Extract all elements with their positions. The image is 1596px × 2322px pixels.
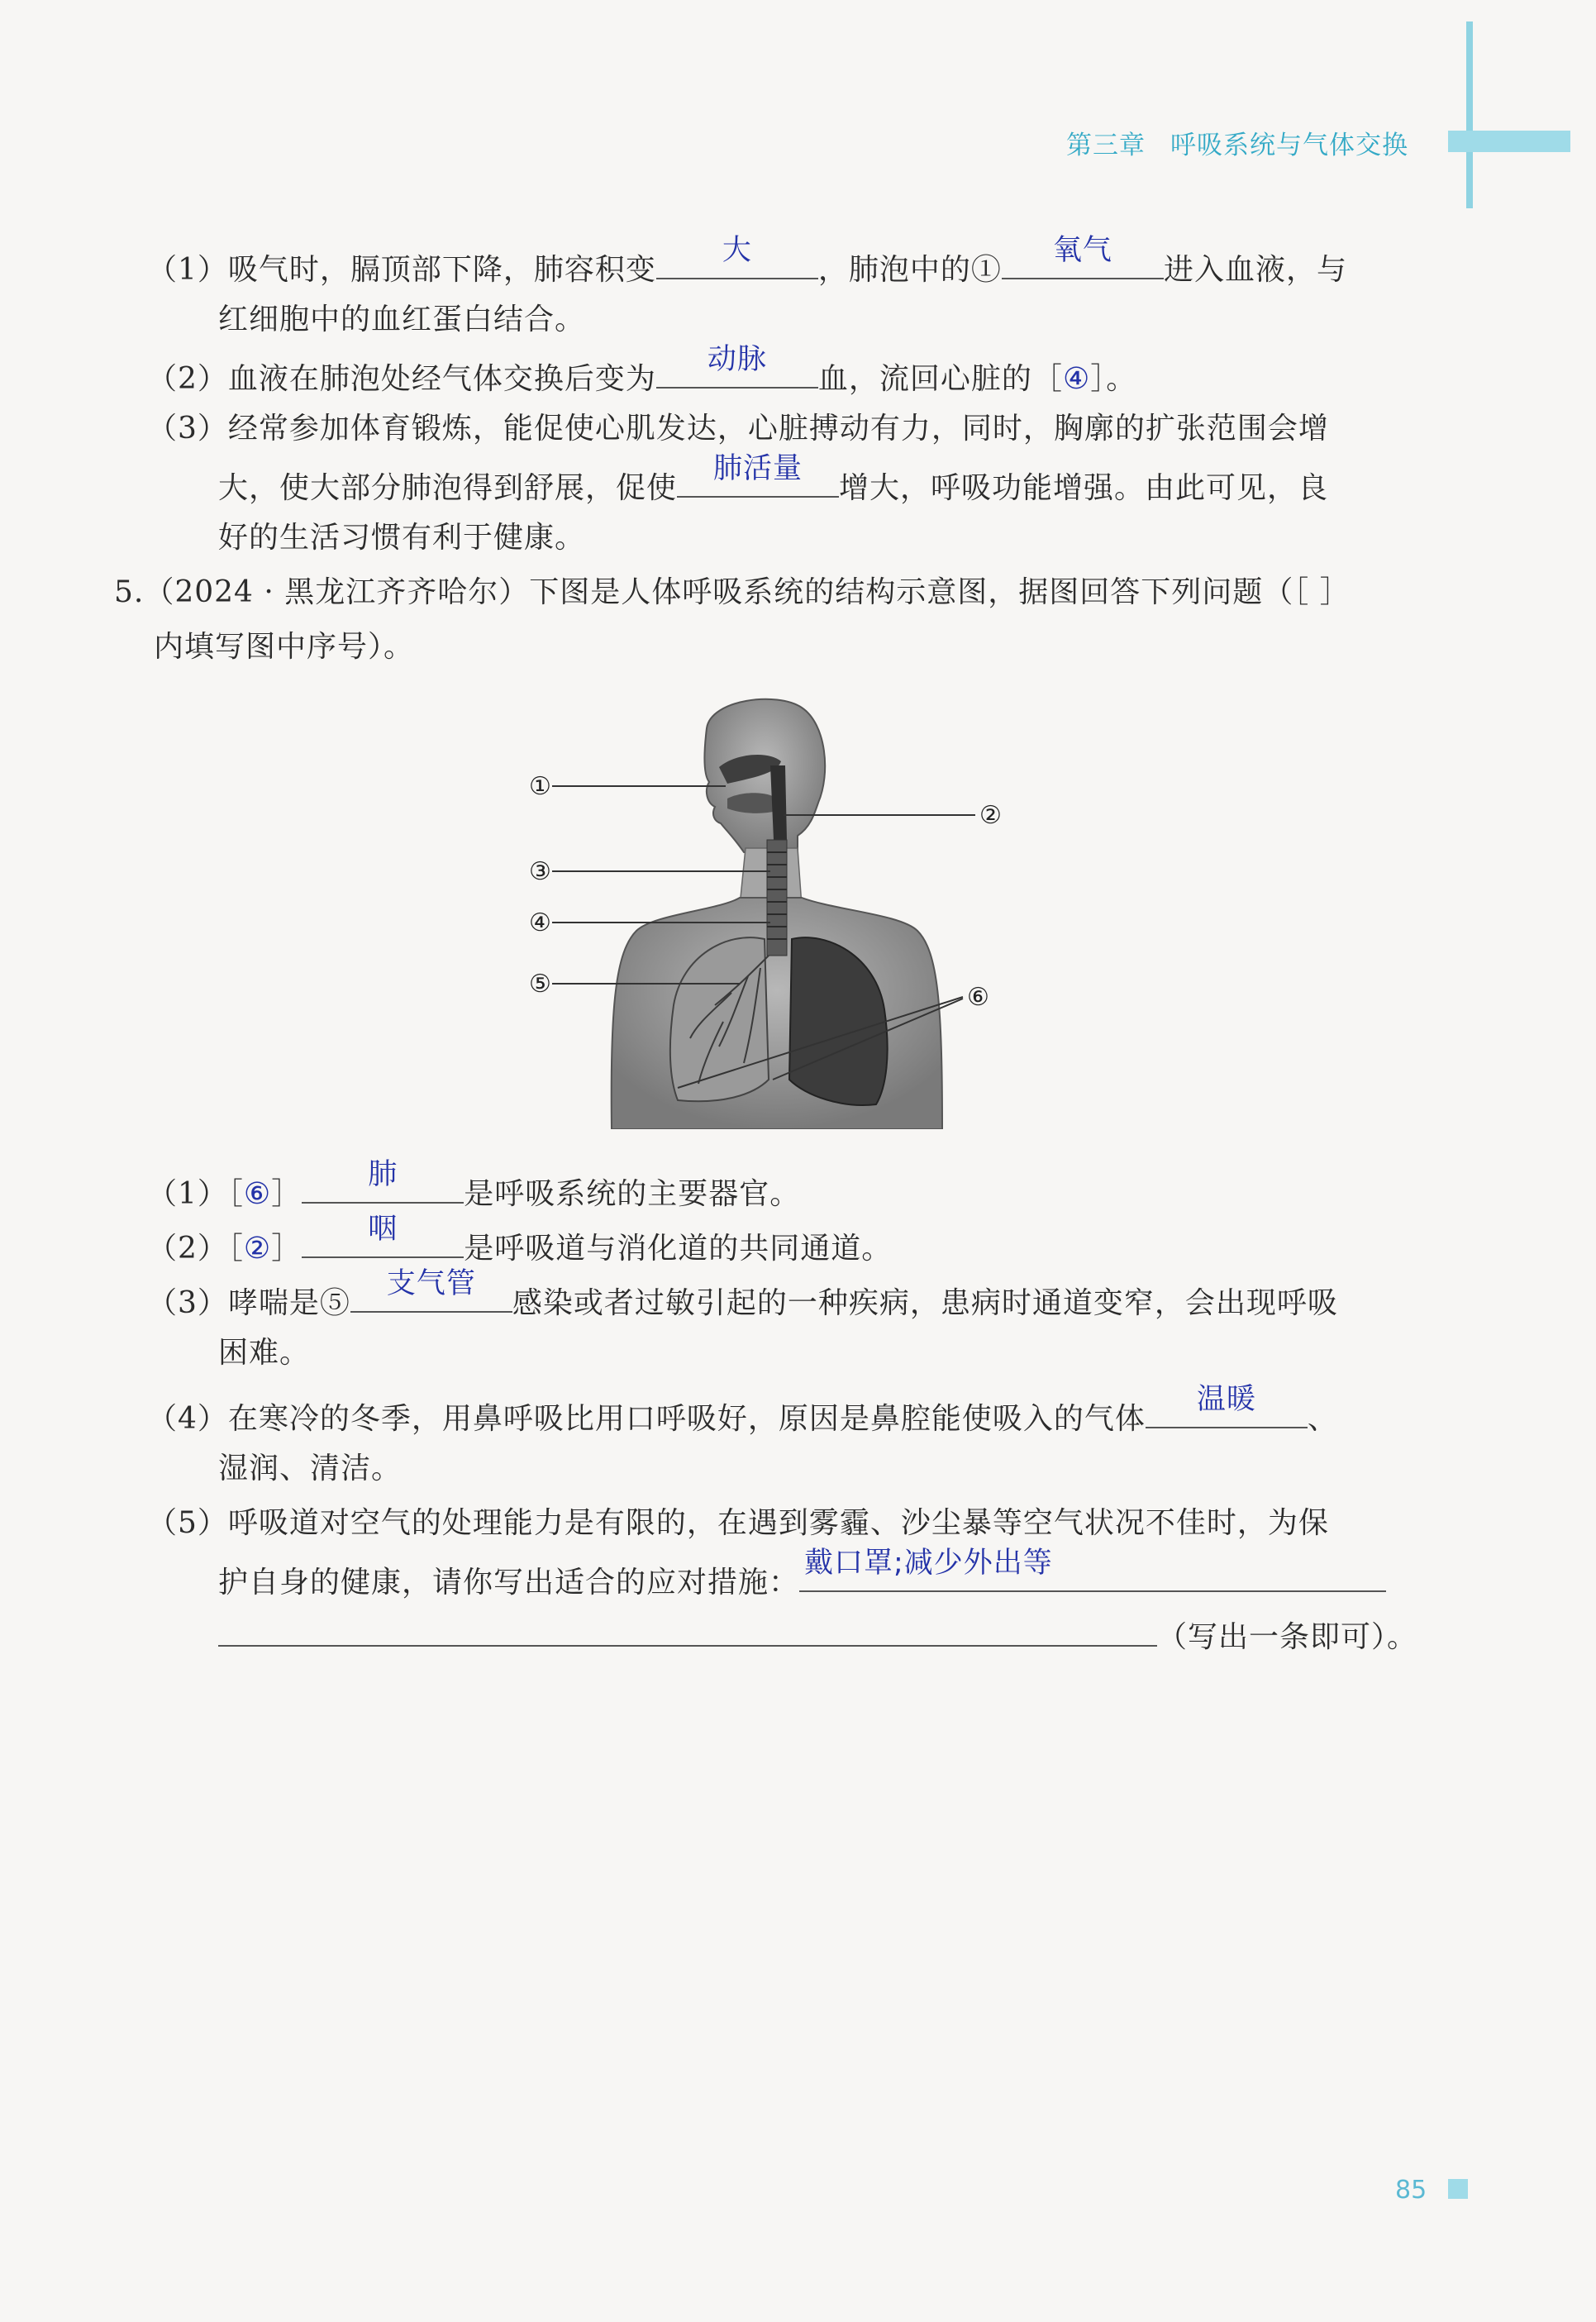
q5-part1-bracket-answer[interactable]: ⑥ <box>243 1177 272 1211</box>
header-accent-bar <box>1448 131 1570 152</box>
q5-part3-line2: 困难。 <box>218 1336 311 1370</box>
q4-part2-bracket-answer[interactable]: ④ <box>1062 362 1091 396</box>
q4-part3-line2: 大，使大部分肺泡得到舒展，促使 肺活量 增大，呼吸功能增强。由此可见，良 <box>218 463 1328 509</box>
q5-part2: （2）［②］ 咽 是呼吸道与消化道的共同通道。 <box>147 1223 892 1270</box>
page-number-accent <box>1448 2179 1468 2199</box>
q4-part1-blank1[interactable] <box>656 234 818 279</box>
q5-part5-line3: （写出一条即可）。 <box>218 1612 1417 1658</box>
diagram-label-4: ④ <box>529 908 551 937</box>
diagram-label-3: ③ <box>529 857 551 886</box>
diagram-label-2: ② <box>979 801 1002 830</box>
diagram-label-6: ⑥ <box>967 983 989 1012</box>
q4-part2: （2）血液在肺泡处经气体交换后变为 动脉 血，流回心脏的［④］。 <box>147 354 1136 400</box>
answer-text: 咽 <box>368 1213 398 1246</box>
header-rule <box>1466 21 1473 208</box>
answer-text: 肺 <box>368 1158 398 1191</box>
chapter-header <box>1066 124 1408 161</box>
q5-part5-blank[interactable] <box>799 1547 1386 1592</box>
q4-part3-line3: 好的生活习惯有利于健康。 <box>218 521 586 555</box>
q5-part2-blank[interactable] <box>302 1213 464 1258</box>
q5-part2-bracket-answer[interactable]: ② <box>243 1232 272 1266</box>
diagram-label-1: ① <box>529 772 551 801</box>
q5-part5-line1: （5）呼吸道对空气的处理能力是有限的，在遇到雾霾、沙尘暴等空气状况不佳时，为保 <box>147 1506 1329 1540</box>
chapter-number: 第三章 <box>1066 131 1146 160</box>
answer-text: 支气管 <box>386 1267 476 1300</box>
q5-part4-line1: （4）在寒冷的冬季，用鼻呼吸比用口呼吸好，原因是鼻腔能使吸入的气体 温暖 、 <box>147 1394 1338 1440</box>
page-number: 85 <box>1395 2176 1427 2205</box>
q5-part3-blank[interactable] <box>350 1267 512 1313</box>
q4-part1-blank2[interactable] <box>1002 234 1164 279</box>
q5-stem-line2: 内填写图中序号）。 <box>154 630 415 664</box>
diagram-label-5: ⑤ <box>529 970 551 999</box>
answer-text: 大 <box>722 234 752 267</box>
q4-part3-line1: （3）经常参加体育锻炼，能促使心肌发达，心脏搏动有力，同时，胸廓的扩张范围会增 <box>147 412 1329 446</box>
q5-part5-blank-continued[interactable] <box>218 1612 1157 1647</box>
respiratory-system-diagram <box>529 691 1025 1129</box>
q5-part1-blank[interactable] <box>302 1158 464 1204</box>
answer-text: 氧气 <box>1052 234 1112 267</box>
q4-part1-line1: （1）吸气时，膈顶部下降，肺容积变 大 ，肺泡中的① 氧气 进入血液，与 <box>147 245 1347 291</box>
chapter-title: 呼吸系统与气体交换 <box>1170 131 1408 160</box>
q5-part5-line2: 护自身的健康，请你写出适合的应对措施： 戴口罩;减少外出等 <box>218 1557 1386 1604</box>
answer-text: 温暖 <box>1196 1383 1256 1416</box>
q4-part2-blank[interactable] <box>656 343 818 389</box>
q5-stem-line1: 5.（2024 · 黑龙江齐齐哈尔）下图是人体呼吸系统的结构示意图，据图回答下列问题（［ ］ <box>114 575 1351 609</box>
q4-part1-line2: 红细胞中的血红蛋白结合。 <box>218 303 586 336</box>
answer-text: 动脉 <box>707 343 767 376</box>
q5-part4-line2: 湿润、清洁。 <box>218 1452 403 1485</box>
q5-part4-blank[interactable] <box>1146 1383 1308 1428</box>
answer-text: 戴口罩;减少外出等 <box>804 1547 1053 1580</box>
q5-part1: （1）［⑥］ 肺 是呼吸系统的主要器官。 <box>147 1169 800 1215</box>
q5-part3-line1: （3）哮喘是⑤ 支气管 感染或者过敏引起的一种疾病，患病时通道变窄，会出现呼吸 <box>147 1278 1338 1324</box>
q4-part3-blank[interactable] <box>677 452 839 498</box>
answer-text: 肺活量 <box>713 452 803 485</box>
